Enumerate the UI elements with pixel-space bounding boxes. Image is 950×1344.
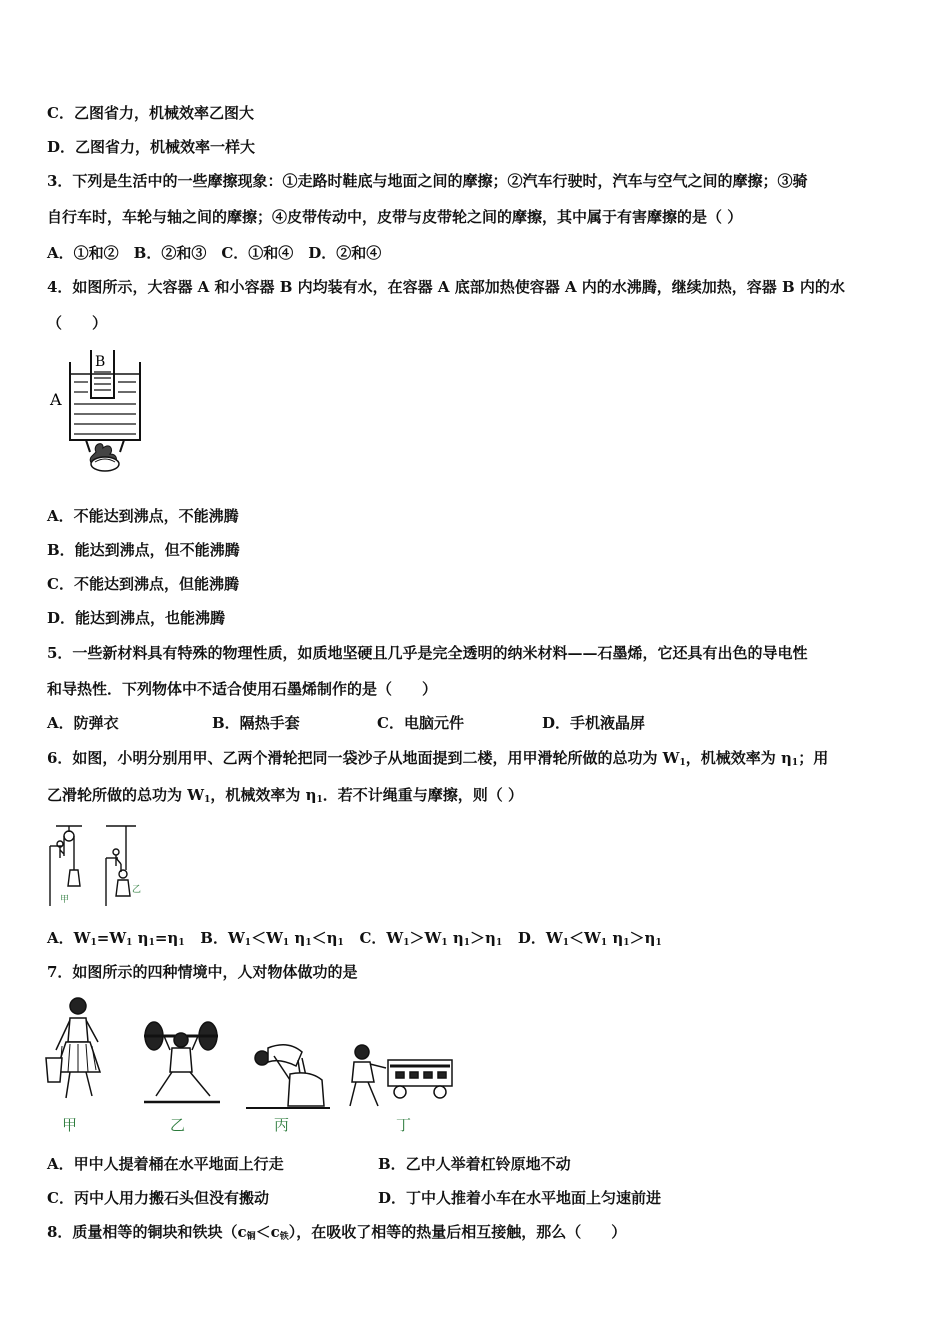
question-6-line-2: 乙滑轮所做的总功为 $W_1$，机械效率为 $\eta_1$．若不计绳重与摩擦，则（ ） <box>47 786 523 805</box>
label-b: B <box>95 354 106 370</box>
question-7-option-d: D．丁中人推着小车在水平地面上匀速前进 <box>378 1189 662 1207</box>
question-3-options: A．①和② B．②和③ C．①和④ D．②和④ <box>47 244 382 262</box>
question-4-line-1: 4．如图所示，大容器 A 和小容器 B 内均装有水，在容器 A 底部加热使容器 A 内的水沸腾，继续加热，容器 B 内的水 <box>47 278 845 296</box>
question-3-line-1: 3．下列是生活中的一些摩擦现象：①走路时鞋底与地面之间的摩擦；②汽车行驶时，汽车与空气之间的摩擦；③骑 <box>47 172 808 190</box>
boiling-container-figure <box>48 348 148 478</box>
question-3-line-2: 自行车时，车轮与轴之间的摩擦；④皮带传动中，皮带与皮带轮之间的摩擦，其中属于有害摩擦的是（ ） <box>47 208 743 226</box>
label-a: A <box>50 390 62 409</box>
label-yi-7: 乙 <box>170 1116 186 1134</box>
question-7-option-c: C．丙中人用力搬石头但没有搬动 <box>47 1189 269 1207</box>
pulley-figure <box>44 822 144 908</box>
question-7-option-b: B．乙中人举着杠铃原地不动 <box>378 1155 571 1173</box>
label-yi: 乙 <box>132 885 142 895</box>
question-5-line-2: 和导热性．下列物体中不适合使用石墨烯制作的是（ ） <box>47 680 438 698</box>
label-jia-7: 甲 <box>62 1116 78 1134</box>
question-4-option-d: D．能达到沸点，也能沸腾 <box>47 609 226 627</box>
question-5-option-d: D．手机液晶屏 <box>542 714 646 732</box>
question-8-line: 8．质量相等的铜块和铁块$(c_铜<c_铁)$，在吸收了相等的热量后相互接触，那么（ ） <box>47 1223 627 1242</box>
question-4-option-c: C．不能达到沸点，但能沸腾 <box>47 575 239 593</box>
question-4-option-b: B．能达到沸点，但不能沸腾 <box>47 541 240 559</box>
question-5-option-c: C．电脑元件 <box>377 714 464 732</box>
question-6-options: A．$W_1=W_1$ $\eta_1=\eta_1$ B．$W_1<W_1$ $\eta_1<\eta_1$ C．$W_1>W_1$ $\eta_1>\eta_1$ D．$W_1<W_1$ $\eta_1>\eta_1$ <box>47 929 662 948</box>
question-7-line: 7．如图所示的四种情境中，人对物体做功的是 <box>47 963 358 981</box>
question-4-option-a: A．不能达到沸点，不能沸腾 <box>47 507 239 525</box>
option-d-prev: D．乙图省力，机械效率一样大 <box>47 138 256 156</box>
work-scenarios-figure <box>40 996 470 1138</box>
question-5-option-b: B．隔热手套 <box>212 714 300 732</box>
question-5-line-1: 5．一些新材料具有特殊的物理性质，如质地坚硬且几乎是完全透明的纳米材料——石墨烯，它还具有出色的导电性 <box>47 644 808 662</box>
question-5-option-a: A．防弹衣 <box>47 714 119 732</box>
label-bing-7: 丙 <box>274 1116 290 1134</box>
question-7-option-a: A．甲中人提着桶在水平地面上行走 <box>47 1155 284 1173</box>
label-jia: 甲 <box>60 895 70 905</box>
question-4-line-2: （ ） <box>47 314 108 332</box>
label-ding-7: 丁 <box>396 1116 412 1134</box>
question-6-line-1: 6．如图，小明分别用甲、乙两个滑轮把同一袋沙子从地面提到二楼，用甲滑轮所做的总功为 $W_1$，机械效率为 $\eta_1$；用 <box>47 749 829 768</box>
option-c-prev: C．乙图省力，机械效率乙图大 <box>47 104 254 122</box>
